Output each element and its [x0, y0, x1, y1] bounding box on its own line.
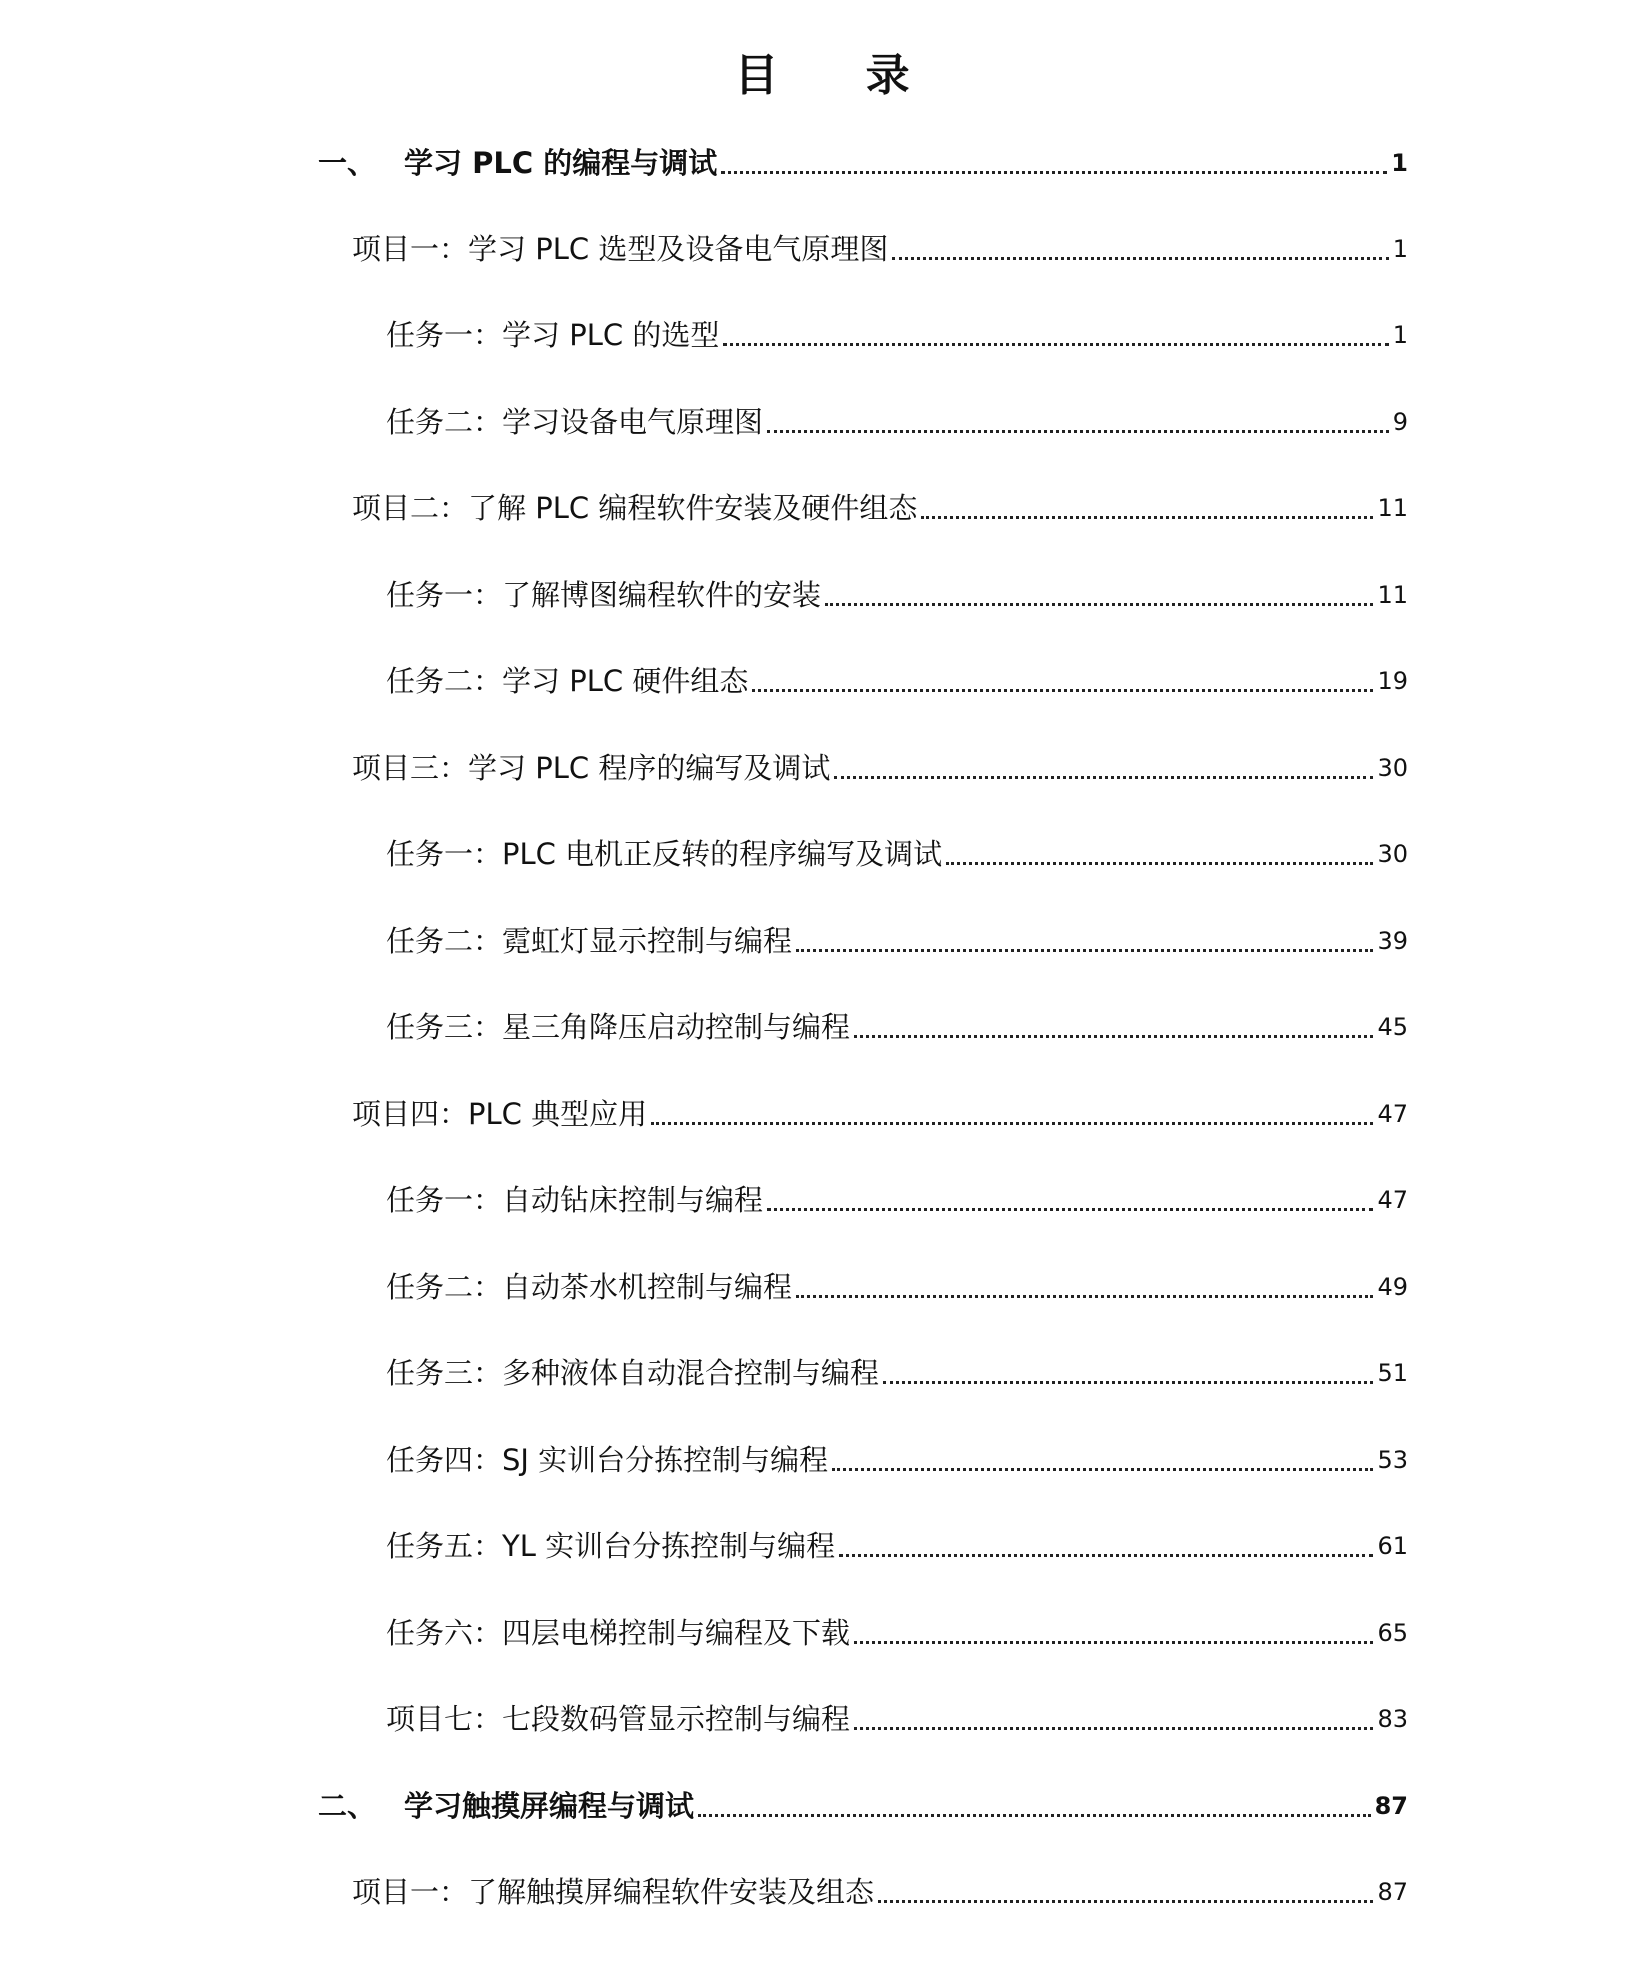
toc-entry-task[interactable]	[386, 918, 1408, 964]
toc-entry-title: 项目一：学习 PLC 选型及设备电气原理图	[352, 232, 889, 266]
toc-entry-page: 53	[1377, 1446, 1408, 1474]
toc-entry-project[interactable]	[352, 1869, 1408, 1915]
toc-entry-page: 11	[1377, 581, 1408, 609]
toc-entry-page: 11	[1377, 494, 1408, 522]
toc-entry-title: 任务六：四层电梯控制与编程及下载	[386, 1616, 851, 1650]
toc-entry-page: 45	[1377, 1013, 1408, 1041]
toc-entry-title: 任务三：星三角降压启动控制与编程	[386, 1010, 851, 1044]
toc-entry-task[interactable]	[386, 1610, 1408, 1656]
toc-entry-title: 任务二：学习设备电气原理图	[386, 405, 764, 439]
toc-entry-title: 任务一：学习 PLC 的选型	[386, 318, 720, 352]
toc-entry-page: 47	[1377, 1186, 1408, 1214]
dot-leader	[878, 1900, 1373, 1903]
toc-entry-title: 项目三：学习 PLC 程序的编写及调试	[352, 751, 831, 785]
toc-entry-title: 任务一：自动钻床控制与编程	[386, 1183, 764, 1217]
toc-entry-page: 87	[1377, 1878, 1408, 1906]
toc-entry-page: 30	[1377, 840, 1408, 868]
dot-leader	[883, 1381, 1373, 1384]
toc-entry-title: 学习 PLC 的编程与调试	[404, 146, 718, 180]
dot-leader	[946, 862, 1373, 865]
toc-entry-page: 9	[1392, 408, 1408, 436]
dot-leader	[796, 1295, 1373, 1298]
toc-entry-part-1[interactable]	[318, 140, 1408, 186]
toc-entry-title: 任务二：学习 PLC 硬件组态	[386, 664, 749, 698]
toc-entry-title: 任务三：多种液体自动混合控制与编程	[386, 1356, 880, 1390]
toc-entry-page: 39	[1377, 927, 1408, 955]
dot-leader	[752, 689, 1373, 692]
toc-entry-page: 87	[1374, 1792, 1408, 1820]
toc-entry-title: 任务二：自动茶水机控制与编程	[386, 1270, 793, 1304]
toc-entry-title: 项目四：PLC 典型应用	[352, 1097, 648, 1131]
page-title: 目 录	[734, 50, 946, 101]
toc-entry-task[interactable]	[386, 1696, 1408, 1742]
toc-entry-title: 项目一：了解触摸屏编程软件安装及组态	[352, 1875, 875, 1909]
toc-entry-task[interactable]	[386, 658, 1408, 704]
toc-entry-page: 19	[1377, 667, 1408, 695]
dot-leader	[767, 430, 1389, 433]
toc-entry-page: 47	[1377, 1100, 1408, 1128]
toc-entry-task[interactable]	[386, 1177, 1408, 1223]
toc-entry-page: 1	[1392, 235, 1408, 263]
toc-entry-task[interactable]	[386, 399, 1408, 445]
toc-entry-title: 项目七：七段数码管显示控制与编程	[386, 1702, 851, 1736]
toc-entry-task[interactable]	[386, 1264, 1408, 1310]
dot-leader	[854, 1727, 1373, 1730]
toc-entry-task[interactable]	[386, 831, 1408, 877]
dot-leader	[767, 1208, 1373, 1211]
dot-leader	[698, 1814, 1371, 1817]
toc-entry-page: 30	[1377, 754, 1408, 782]
dot-leader	[723, 343, 1388, 346]
toc-entry-title: 任务一：PLC 电机正反转的程序编写及调试	[386, 837, 943, 871]
toc-entry-title: 任务五：YL 实训台分拣控制与编程	[386, 1529, 836, 1563]
toc-entry-title: 学习触摸屏编程与调试	[404, 1789, 695, 1823]
toc-entry-title: 任务四：SJ 实训台分拣控制与编程	[386, 1443, 829, 1477]
toc-entry-part-2[interactable]	[318, 1783, 1408, 1829]
toc-entry-page: 61	[1377, 1532, 1408, 1560]
toc-entry-task[interactable]	[386, 1350, 1408, 1396]
dot-leader	[834, 776, 1373, 779]
toc-entry-page: 83	[1377, 1705, 1408, 1733]
dot-leader	[721, 171, 1387, 174]
toc-entry-number: 二、	[318, 1789, 377, 1823]
toc-entry-project[interactable]	[352, 745, 1408, 791]
toc-entry-title: 任务二：霓虹灯显示控制与编程	[386, 924, 793, 958]
dot-leader	[832, 1468, 1373, 1471]
toc-entry-task[interactable]	[386, 312, 1408, 358]
toc-entry-project[interactable]	[352, 485, 1408, 531]
toc-entry-page: 1	[1392, 321, 1408, 349]
dot-leader	[854, 1641, 1373, 1644]
toc-entry-title: 任务一：了解博图编程软件的安装	[386, 578, 822, 612]
toc-entry-task[interactable]	[386, 1437, 1408, 1483]
dot-leader	[839, 1554, 1373, 1557]
toc-entry-page: 51	[1377, 1359, 1408, 1387]
toc-entry-project[interactable]	[352, 226, 1408, 272]
toc-entry-page: 1	[1391, 149, 1408, 177]
toc-entry-task[interactable]	[386, 1523, 1408, 1569]
dot-leader	[854, 1035, 1373, 1038]
toc-entry-page: 65	[1377, 1619, 1408, 1647]
dot-leader	[892, 257, 1388, 260]
toc-entry-title: 项目二：了解 PLC 编程软件安装及硬件组态	[352, 491, 918, 525]
toc-entry-number: 一、	[318, 146, 377, 180]
toc-entry-page: 49	[1377, 1273, 1408, 1301]
toc-entry-task[interactable]	[386, 1004, 1408, 1050]
dot-leader	[921, 516, 1373, 519]
toc-entry-task[interactable]	[386, 572, 1408, 618]
dot-leader	[796, 949, 1373, 952]
dot-leader	[825, 603, 1373, 606]
dot-leader	[651, 1122, 1373, 1125]
toc-entry-project[interactable]	[352, 1091, 1408, 1137]
